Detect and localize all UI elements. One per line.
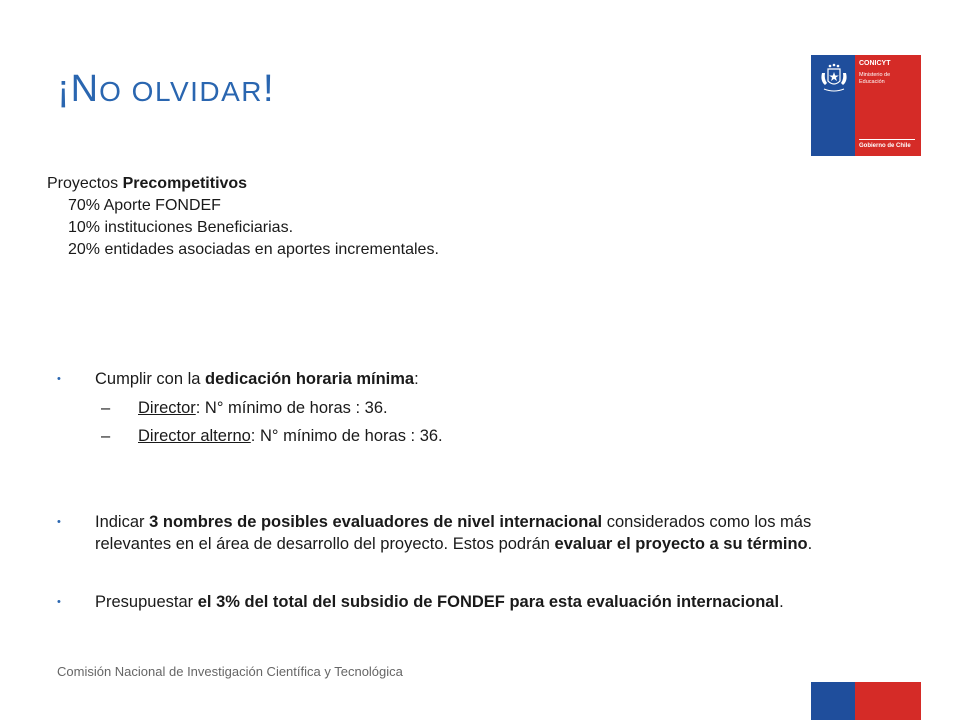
chile-coat-of-arms-icon xyxy=(818,61,850,97)
precompetitivos-line: 20% entidades asociadas en aportes incrementales. xyxy=(68,241,439,258)
precompetitivos-line: 70% Aporte FONDEF xyxy=(68,197,221,214)
logo-name: CONICYT xyxy=(859,60,891,67)
conicyt-logo xyxy=(811,55,921,156)
bullet-dot-icon: • xyxy=(57,596,61,608)
footer-text: Comisión Nacional de Investigación Científica y Tecnológica xyxy=(57,664,403,679)
logo-ministry: Ministerio de Educación xyxy=(859,72,891,85)
dash-icon: – xyxy=(101,427,111,445)
dash-icon: – xyxy=(101,399,111,417)
precompetitivos-line: 10% instituciones Beneficiarias. xyxy=(68,219,294,236)
bullet-dot-icon: • xyxy=(57,516,61,528)
bullet-dot-icon: • xyxy=(57,373,61,385)
footer-flag xyxy=(811,682,921,720)
logo-government: Gobierno de Chile xyxy=(859,143,911,149)
slide-title: ¡NO OLVIDAR! xyxy=(57,68,275,110)
precompetitivos-block xyxy=(47,173,439,261)
precompetitivos-heading: Proyectos Precompetitivos xyxy=(47,175,248,192)
